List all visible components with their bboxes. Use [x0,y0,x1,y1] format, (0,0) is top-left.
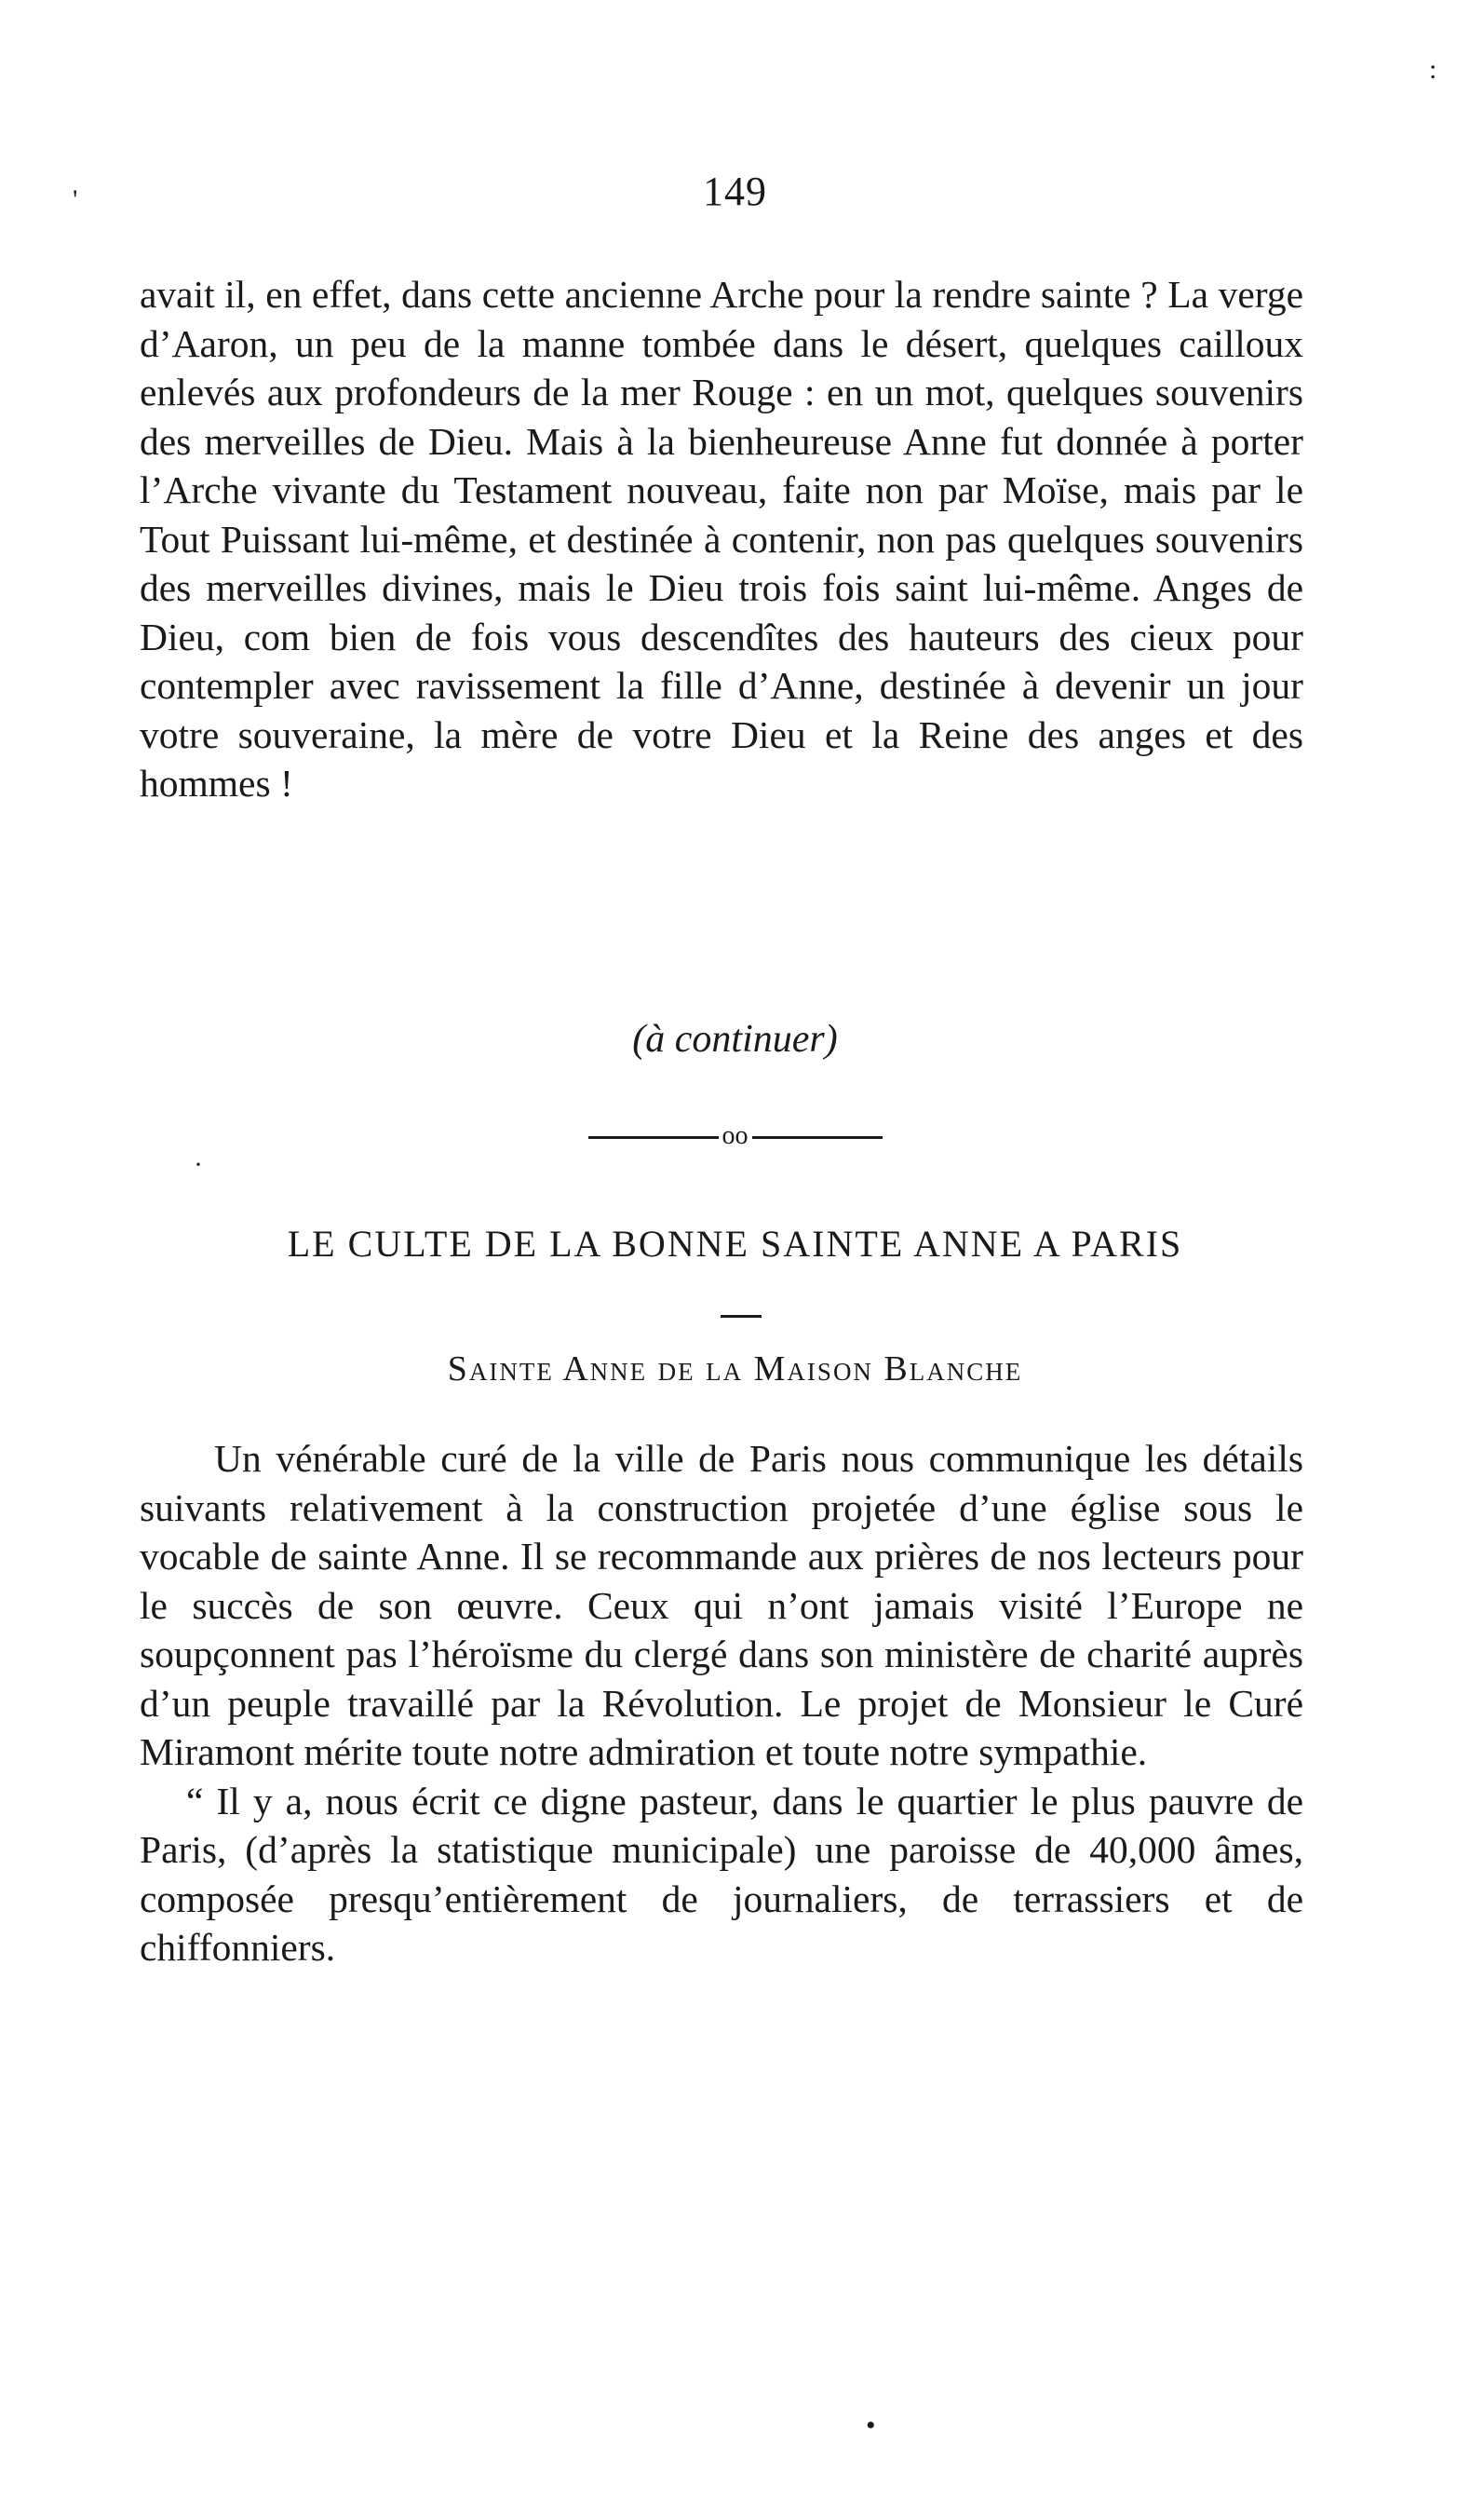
divider-line-left [588,1136,719,1139]
stray-mark: : [1429,54,1437,85]
article-paragraph: Un vénérable curé de la ville de Paris nous communique les détails suivants relativement à la construction projetée d’une église sous le vocable de sainte Anne. Il se recommande aux prières de nos lecteurs pour le succès de son œuvre. Ceux qui n’ont jamais visité l’Europe ne soupçonnent pas l’héroïsme du clergé dans son ministère de charité auprès d’un peuple travaillé par la Révolution. Le projet de Monsieur le Curé Miramont mérite toute notre admiration et toute notre sympathie. [140,1437,1303,1773]
stray-mark: • [866,2410,876,2441]
continued-paragraph-block [140,270,1303,808]
continued-paragraph: avait il, en effet, dans cette ancienne Arche pour la rendre sainte ? La verge d’Aaron, un peu de la manne tombée dans le désert, quelques cailloux enlevés aux profondeurs de la mer Rouge : en un mot, quelques souvenirs des merveilles de Dieu. Mais à la bienheureuse Anne fut donnée à porter l’Arche vivante du Testament nouveau, faite non par Moïse, mais par le Tout Puissant lui-même, et destinée à contenir, non pas quelques souvenirs des merveilles divines, mais le Dieu trois fois saint lui-même. Anges de Dieu, com bien de fois vous descendîtes des hauteurs des cieux pour contempler avec ravissement la fille d’Anne, destinée à devenir un jour votre souveraine, la mère de votre Dieu et la Reine des anges et des hommes ! [140,273,1303,805]
continue-note: (à continuer) [632,1018,838,1061]
article-body [140,1434,1303,1972]
section-title: LE CULTE DE LA BONNE SAINTE ANNE A PARIS [287,1223,1183,1265]
section-divider [0,1118,1470,1155]
title-rule [721,1315,762,1318]
stray-mark: ' [73,184,78,215]
section-subtitle: Sainte Anne de la Maison Blanche [447,1349,1023,1389]
page-number: 149 [703,169,767,214]
divider-line-right [752,1136,883,1139]
stray-mark: · [194,1149,203,1180]
article-quote-paragraph: “ Il y a, nous écrit ce digne pasteur, dans le quartier le plus pauvre de Paris, (d’après la statistique municipale) une paroisse de 40,000 âmes, composée presqu’entièrement de journaliers, de terrassiers et de chiffonniers. [140,1779,1303,1969]
divider-ornament: oo [722,1121,748,1150]
